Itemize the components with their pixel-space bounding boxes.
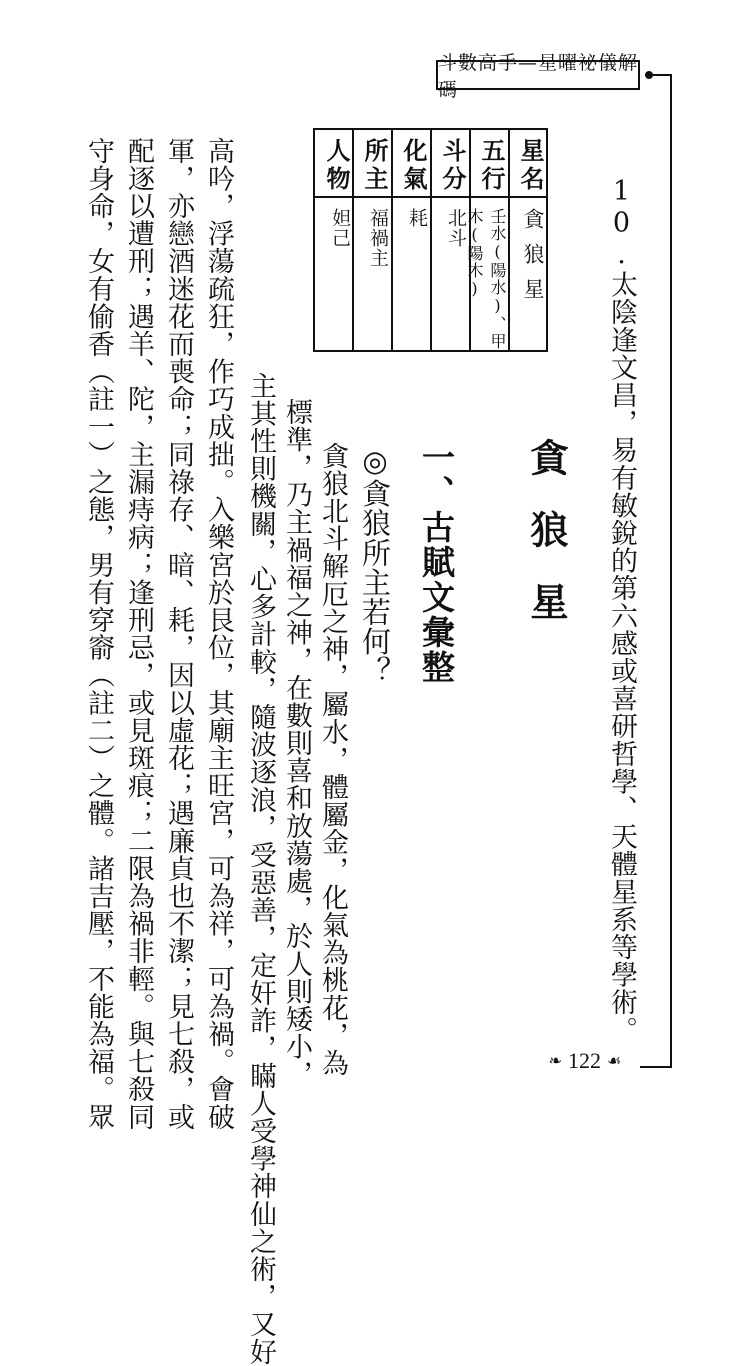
ornament-left-icon: ❧ (548, 1053, 563, 1070)
running-header (436, 52, 640, 101)
table-header: 化氣 (399, 138, 428, 194)
question-heading: ◎貪狼所主若何？ (358, 444, 392, 686)
page-number: 122 (568, 1048, 602, 1073)
table-col-dipper (431, 130, 470, 350)
table-col-governs (353, 130, 392, 350)
star-attribute-table (313, 128, 548, 352)
table-header: 斗分 (438, 138, 467, 194)
section-heading: 一、古賦文彙整 (417, 440, 456, 685)
star-title: 貪狼星 (524, 438, 569, 654)
frame-line-bottom (640, 1066, 672, 1068)
table-col-transform (392, 130, 431, 350)
table-value: 壬水(陽水)、甲木(陽木) (465, 208, 507, 350)
body-column: 貪狼北斗解厄之神，屬水，體屬金，化氣為桃花，為 (317, 442, 348, 1077)
table-value: 耗 (406, 208, 428, 228)
table-value: 北斗 (445, 208, 467, 248)
body-column: 高吟，浮蕩疏狂，作巧成拙。入樂宮於艮位，其廟主旺宮，可為祥，可為禍。會破 (203, 137, 234, 1131)
running-header-title: 斗數高手—星曜祕儀解碼 (438, 52, 639, 101)
ornament-right-icon: ☙ (607, 1053, 622, 1070)
side-fragment: 主其性則機關，心多計較，隨波逐浪，受惡善，定奸詐，瞞人受學神仙之術，又好 (245, 372, 276, 1366)
table-col-five-elements (465, 130, 509, 350)
body-column: 配逐以遭刑；遇羊、陀，主漏痔病；逢刑忌，或見斑痕；二限為禍非輕。與七殺同 (123, 137, 154, 1131)
frame-line-right (670, 74, 672, 1068)
table-col-star-name (509, 130, 548, 350)
frame-line-top (650, 74, 672, 76)
table-col-figure (315, 130, 354, 350)
table-header: 人物 (322, 138, 351, 194)
body-column: 標準，乃主禍福之神，在數則喜和放蕩處，於人則矮小， (281, 398, 312, 1088)
body-column: 守身命，女有偷香（註一）之態，男有穿窬（註二）之體。諸吉壓，不能為福。眾 (83, 137, 114, 1131)
body-column: 軍，亦戀酒迷花而喪命；同祿存、暗、耗，因以虛花；遇廉貞也不潔；見七殺，或 (163, 137, 194, 1131)
table-value: 貪狼星 (521, 208, 545, 313)
table-header: 星名 (516, 138, 545, 194)
table-header: 五行 (477, 138, 506, 194)
table-header: 所主 (360, 138, 389, 194)
page-number-area (534, 1046, 636, 1076)
table-value: 妲己 (329, 208, 351, 248)
table-value: 福禍主 (367, 208, 389, 268)
intro-line: 10.太陰逢文昌，易有敏銳的第六感或喜研哲學、天體星系等學術。 (606, 176, 637, 1044)
